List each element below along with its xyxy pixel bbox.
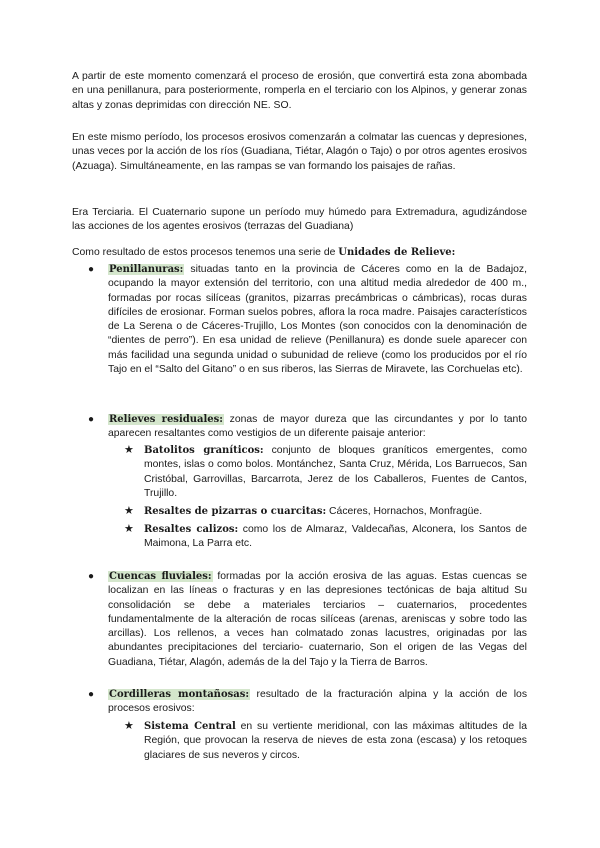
- term-relieves-residuales: Relieves residuales:: [109, 414, 223, 425]
- term-penillanuras: Penillanuras:: [109, 264, 184, 275]
- text-batolitos: conjunto de bloques graníticos emergentes, como montes, islas o como bolos. Montánchez, Santa Cruz, Mérida, Los Barruecos, San Cristóbal, Garrovillas, Barcarrota, Jerez de los Caballeros, Fuentes de Cantos, Trujillo.: [144, 445, 527, 499]
- bullet-icon: ●: [88, 689, 95, 700]
- list-item-cuencas-fluviales: [88, 570, 528, 670]
- text-calizos: como los de Almaraz, Valdecañas, Alconera, los Santos de Maimona, La Parra etc.: [144, 524, 527, 550]
- star-icon: ★: [124, 444, 134, 456]
- text-cordilleras: resultado de la fracturación alpina y la acción de los procesos erosivos:: [108, 689, 528, 715]
- list-item-penillanuras: [88, 263, 527, 377]
- text-sistema-central: en su vertiente meridional, con las máximas altitudes de la Región, que provocan la reserva de nieves de esta zona (escasa) y los retoques glaciares de sus neveros y circos.: [144, 721, 527, 761]
- sub-item-batolitos: [124, 444, 527, 501]
- sub-item-calizos: [124, 523, 527, 552]
- text-cuencas-fluviales: formadas por la acción erosiva de las aguas. Estas cuencas se localizan en las líneas o fracturas y en las depresiones tectónicas de baja altitud Su consolidación se debe a materiales terciarios – cuaternarios, procedentes fundamentalmente de la alteración de rocas silíceas (arenas, areniscas y sobre todo las arcillas). Los rellenos, a veces han colmatado zonas lacustres, originadas por las abundantes precipitaciones del terciario- cuaternario, Son el origen de las Vegas del Guadiana, Tiétar, Alagón, además de la del Tajo y la Tierra de Barros.: [108, 571, 528, 668]
- text-pizarras: Cáceres, Hornachos, Monfragüe.: [326, 506, 483, 517]
- text-relieves-residuales: zonas de mayor dureza que las circundantes y por lo tanto aparecen resaltantes como vestigios de un diferente paisaje anterior:: [108, 414, 527, 440]
- paragraph-erosion-process: A partir de este momento comenzará el proceso de erosión, que convertirá esta zona abombada en una penillanura, para posteriormente, romperla en el terciario con los Alpinos, y generar zonas altas y zonas deprimidas con dirección NE. SO.: [72, 71, 527, 111]
- term-sistema-central: Sistema Central: [144, 721, 236, 732]
- units-heading: [72, 246, 527, 260]
- term-cuencas-fluviales: Cuencas fluviales:: [109, 571, 212, 582]
- paragraph-basin-filling: En este mismo período, los procesos erosivos comenzarán a colmatar las cuencas y depresiones, unas veces por la acción de los ríos (Guadiana, Tiétar, Alagón o Tajo) o por otros agentes erosivos (Azuaga). Simultáneamente, en las rampas se van formando los paisajes de rañas.: [72, 132, 527, 172]
- term-batolitos: Batolitos graníticos:: [144, 445, 264, 456]
- units-title: Unidades de Relieve:: [338, 247, 456, 258]
- list-item-cordilleras: [88, 688, 528, 717]
- bullet-icon: ●: [88, 571, 95, 582]
- star-icon: ★: [124, 523, 134, 535]
- term-calizos: Resaltes calizos:: [144, 524, 239, 535]
- bullet-icon: ●: [88, 264, 95, 275]
- star-icon: ★: [124, 720, 134, 732]
- sub-item-sistema-central: [124, 720, 527, 763]
- sub-item-pizarras: [124, 505, 527, 519]
- bullet-icon: ●: [88, 414, 95, 425]
- units-intro: Como resultado de estos procesos tenemos una serie de: [72, 247, 339, 258]
- text-penillanuras: situadas tanto en la provincia de Cáceres como en la de Badajoz, ocupando la mayor extensión del territorio, con una altitud media alrededor de 400 m., formadas por rocas silíceas (granitos, pizarras precámbricas o cámbricas), rocas duras difíciles de erosionar. Forman suelos pobres, aflora la roca madre. Paisajes característicos de La Serena o de Cáceres-Trujillo, Los Montes (son conocidos con la denominación de “dientes de perro”). En esa unidad de relieve (Penillanura) es donde suele aparecer con más facilidad una segunda unidad o subunidad de relieve (como los producidos por el río Tajo en el “Salto del Gitano” o en sus riberos, las Sierras de Miravete, las Corchuelas etc).: [108, 264, 527, 376]
- paragraph-tertiary-era: Era Terciaria. El Cuaternario supone un período muy húmedo para Extremadura, agudizándose las acciones de los agentes erosivos (terrazas del Guadiana): [72, 207, 527, 233]
- star-icon: ★: [124, 505, 134, 517]
- list-item-relieves-residuales: [88, 413, 527, 442]
- term-pizarras: Resaltes de pizarras o cuarcitas:: [144, 506, 327, 517]
- term-cordilleras: Cordilleras montañosas:: [109, 689, 250, 700]
